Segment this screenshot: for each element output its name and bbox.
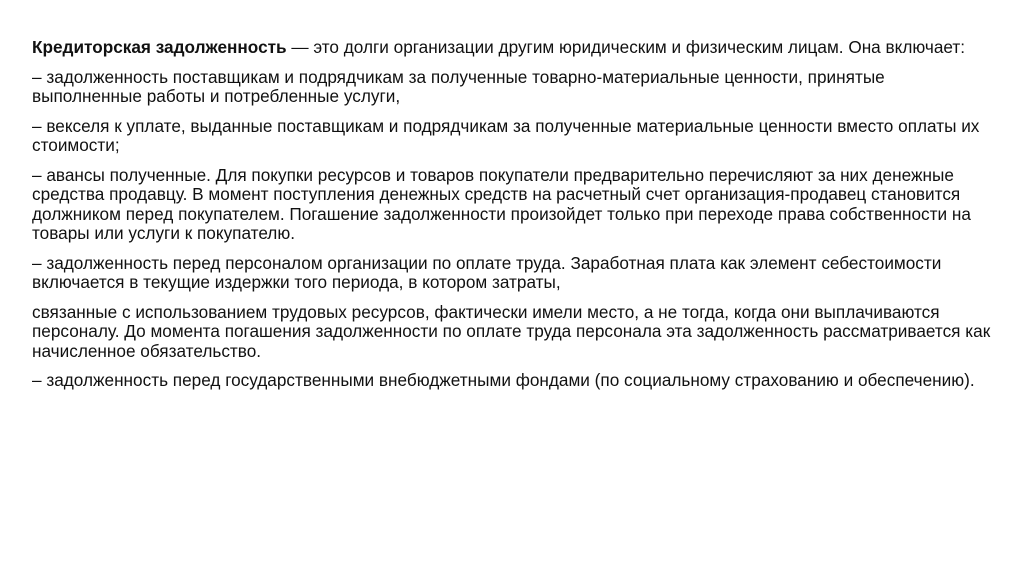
intro-term: Кредиторская задолженность: [32, 37, 287, 57]
list-item: – авансы полученные. Для покупки ресурсов и товаров покупатели предварительно перечисляют за них денежные средства продавцу. В момент поступления денежных средств на расчетный счет организация-продавец становится должником перед покупателем. Погашение задолженности произойдет только при переходе права собственности на товары или услуги к покупателю.: [32, 164, 971, 243]
intro-paragraph: [32, 38, 992, 58]
list-item: – задолженность перед государственными внебюджетными фондами (по социальному страхованию и обеспечению).: [32, 370, 975, 390]
list-item: связанные с использованием трудовых ресурсов, фактически имели место, а не тогда, когда они выплачиваются персоналу. До момента погашения задолженности по оплате труда персонала эта задолженность рассматривается как начисленное обязательство.: [32, 301, 991, 361]
list-item: – векселя к уплате, выданные поставщикам и подрядчикам за полученные материальные ценности вместо оплаты их стоимости;: [32, 115, 980, 155]
list-item: – задолженность поставщикам и подрядчикам за полученные товарно-материальные ценности, принятые выполненные работы и потребленные услуги,: [32, 66, 885, 106]
list-item: – задолженность перед персоналом организации по оплате труда. Заработная плата как элемент себестоимости включается в текущие издержки того периода, в котором затраты,: [32, 252, 942, 292]
slide-content: [32, 38, 992, 401]
intro-text: — это долги организации другим юридическим и физическим лицам. Она включает:: [286, 37, 966, 57]
